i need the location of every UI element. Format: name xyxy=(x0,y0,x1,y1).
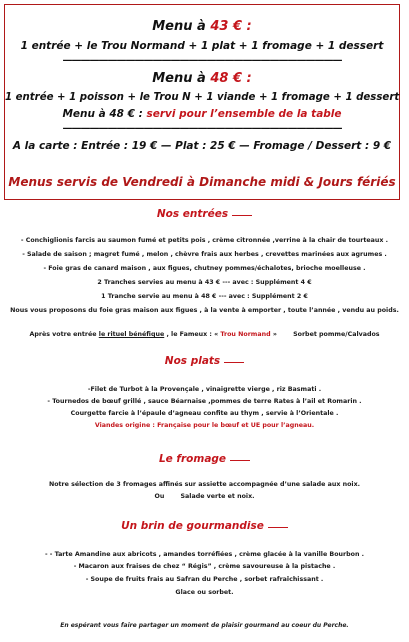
pricing-box xyxy=(4,4,400,200)
rituel-mid: , le Fameux : « xyxy=(166,331,219,338)
entrees-heading-text: Nos entrées xyxy=(156,208,229,220)
menu-48-description: 1 entrée + 1 poisson + le Trou N + 1 viande + 1 fromage + 1 dessert xyxy=(5,92,400,103)
plat-item: Courgette farcie à l’épaule d’agneau confite au thym , servie à l’Orientale . xyxy=(70,410,339,417)
menu-48-price: 48 € : xyxy=(210,71,252,86)
entree-foie-gras-note: Nous vous proposons du foie gras maison aux figues , à la vente à emporter , toute l’année , vendu au poids. xyxy=(10,307,399,314)
fromage-alternative xyxy=(0,493,409,500)
fromage-item: Notre sélection de 3 fromages affinés sur assiette accompagnée d’une salade aux noix. xyxy=(48,481,361,488)
plats-heading xyxy=(0,355,409,367)
menu-48-note-label: Menu à 48 € : xyxy=(62,108,143,120)
a-la-carte-prices: A la carte : Entrée : 19 € — Plat : 25 € — Fromage / Dessert : 9 € xyxy=(12,140,392,152)
trou-normand-label: Trou Normand xyxy=(220,331,271,338)
dessert-item: Glace ou sorbet. xyxy=(175,589,234,596)
rituel-prefix: Après votre entrée xyxy=(29,331,97,338)
meat-origin-note: Viandes origine : Française pour le bœuf et UE pour l’agneau. xyxy=(94,422,315,429)
entree-supplement: 2 Tranches servies au menu à 43 € --- avec : Supplément 4 € xyxy=(97,279,312,286)
entree-item: - Foie gras de canard maison , aux figues, chutney pommes/échalotes, brioche moelleuse . xyxy=(43,265,366,272)
fromage-heading xyxy=(0,453,409,465)
menu-48-title xyxy=(5,71,399,86)
entree-item: - Salade de saison ; magret fumé , melon , chèvre frais aux herbes , crevettes marinées aux agrumes . xyxy=(22,251,387,258)
heading-dash xyxy=(268,527,288,528)
entrees-heading xyxy=(0,208,409,220)
menu-43-price: 43 € : xyxy=(210,19,252,34)
rituel-underlined: le rituel bénéfique xyxy=(98,331,165,338)
service-days: Menus servis de Vendredi à Dimanche midi & Jours fériés xyxy=(8,175,396,189)
gourmandise-heading xyxy=(0,520,409,532)
separator-2: ——————————————————————————————— xyxy=(62,123,342,134)
separator-1: ——————————————————————————————— xyxy=(62,55,342,66)
menu-48-note xyxy=(5,108,399,120)
rituel-sorbet: Sorbet pomme/Calvados xyxy=(293,331,380,338)
menu-43-label: Menu à xyxy=(152,19,206,34)
fromage-salad: Salade verte et noix. xyxy=(180,493,255,500)
dessert-item: - - Tarte Amandine aux abricots , amandes torréfiées , crème glacée à la vanille Bourbon . xyxy=(44,551,365,558)
heading-dash xyxy=(224,362,244,363)
dessert-item: - Macaron aux fraises de chez “ Régis” , crème savoureuse à la pistache . xyxy=(73,563,336,570)
heading-dash xyxy=(232,215,252,216)
heading-dash xyxy=(230,460,250,461)
rituel-end: » xyxy=(272,331,277,338)
menu-48-label: Menu à xyxy=(152,71,206,86)
menu-43-description: 1 entrée + le Trou Normand + 1 plat + 1 fromage + 1 dessert xyxy=(20,40,384,52)
gourmandise-heading-text: Un brin de gourmandise xyxy=(121,520,264,532)
menu-43-title xyxy=(5,19,399,34)
plats-heading-text: Nos plats xyxy=(164,355,221,367)
plat-item: -Filet de Turbot à la Provençale , vinaigrette vierge , riz Basmati . xyxy=(87,386,322,393)
fromage-or: Ou xyxy=(154,493,165,500)
plat-item: - Tournedos de bœuf grillé , sauce Béarnaise ,pommes de terre Rates à l’ail et Romarin . xyxy=(47,398,362,405)
fromage-heading-text: Le fromage xyxy=(158,453,227,465)
entree-item: - Conchiglionis farcis au saumon fumé et petits pois , crème citronnée ,verrine à la chair de tourteaux . xyxy=(20,237,389,244)
menu-48-note-red: servi pour l’ensemble de la table xyxy=(146,108,342,120)
footer-note: En espérant vous faire partager un moment de plaisir gourmand au coeur du Perche. xyxy=(60,622,349,629)
dessert-item: - Soupe de fruits frais au Safran du Perche , sorbet rafraîchissant . xyxy=(85,576,324,583)
entree-supplement: 1 Tranche servie au menu à 48 € --- avec : Supplément 2 € xyxy=(101,293,308,300)
rituel-line xyxy=(0,331,409,338)
